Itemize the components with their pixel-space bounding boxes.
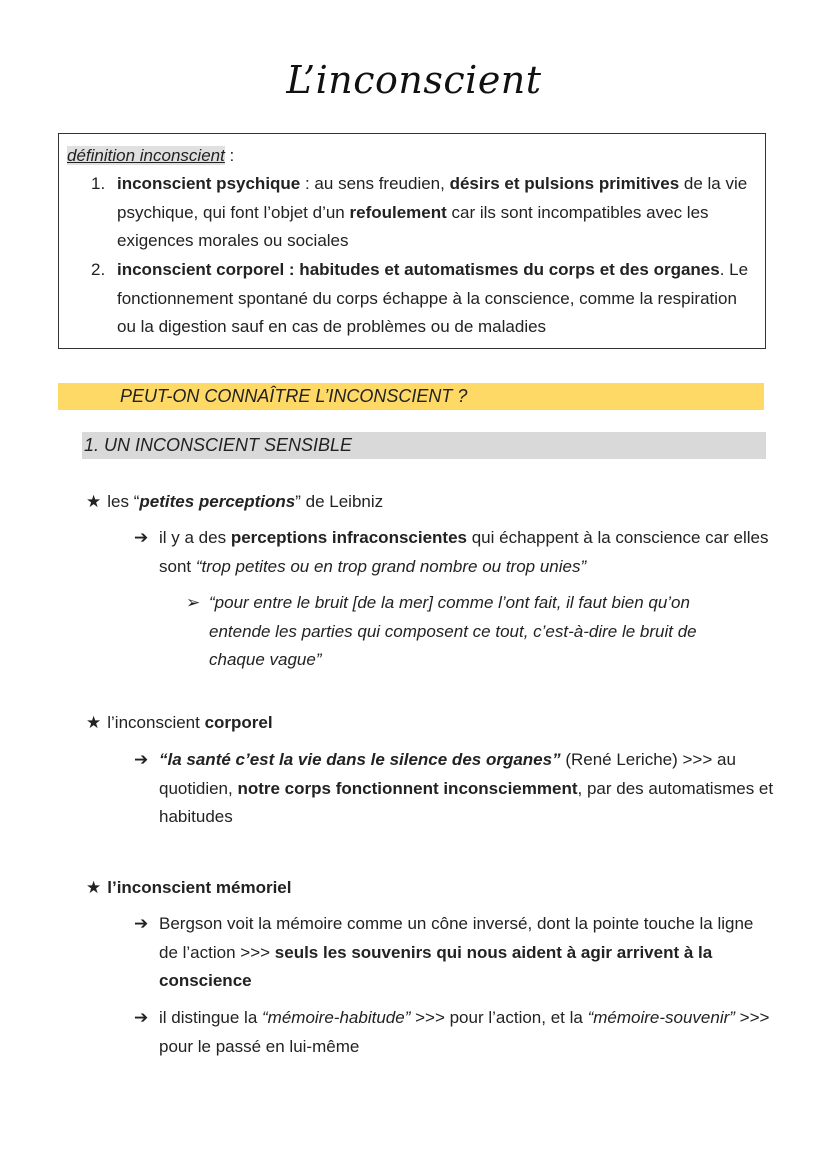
page-title: L’inconscient	[286, 58, 542, 102]
section-heading-main: PEUT-ON CONNAÎTRE L’INCONSCIENT ?	[58, 383, 764, 410]
arrow-item-leriche: ➔ “la santé c’est la vie dans le silence des organes” (René Leriche) >>> au quotidien, notre corps fonctionnent inconsciemment, par des automatismes et habitudes	[134, 746, 774, 832]
item-number: 2.	[91, 260, 106, 279]
arrow-right-icon: ➔	[134, 1008, 149, 1027]
star-icon: ★	[86, 492, 102, 511]
definition-box	[58, 133, 766, 349]
arrowhead-icon: ➢	[186, 593, 201, 612]
term-corporel: inconscient corporel : habitudes et automatismes du corps et des organes	[117, 260, 720, 279]
bullet-corporel: ★ l’inconscient corporel	[86, 713, 273, 732]
item-number: 1.	[91, 174, 106, 193]
definition-item-corporel: 2. inconscient corporel : habitudes et automatismes du corps et des organes. Le fonctionnement spontané du corps échappe à la conscience, comme la respiration ou la digestion sauf en cas de problèmes ou de maladies	[91, 256, 759, 342]
sub-item-quote-leibniz: ➢ “pour entre le bruit [de la mer] comme l’ont fait, il faut bien qu’on entende les parties qui composent ce tout, c’est-à-dire le bruit de chaque vague”	[186, 589, 746, 675]
bullet-leibniz: ★ les “petites perceptions” de Leibniz	[86, 492, 384, 511]
star-icon: ★	[86, 878, 102, 897]
arrow-item-infraconscientes: ➔ il y a des perceptions infraconscientes qui échappent à la conscience car elles sont “trop petites ou en trop grand nombre ou trop unies”	[134, 524, 774, 581]
arrow-right-icon: ➔	[134, 528, 149, 547]
definition-item-psychique: 1. inconscient psychique : au sens freudien, désirs et pulsions primitives de la vie psychique, qui font l’objet d’un refoulement car ils sont incompatibles avec les exigences morales ou sociales	[91, 170, 759, 256]
section-heading-1: 1. UN INCONSCIENT SENSIBLE	[82, 432, 766, 459]
arrow-right-icon: ➔	[134, 914, 149, 933]
term-psychique: inconscient psychique	[117, 174, 301, 193]
arrow-item-memoire: ➔ il distingue la “mémoire-habitude” >>> pour l’action, et la “mémoire-souvenir” >>> pour le passé en lui-même	[134, 1004, 774, 1061]
arrow-right-icon: ➔	[134, 750, 149, 769]
bullet-memoriel: ★ l’inconscient mémoriel	[86, 878, 292, 897]
definition-label: définition inconscient :	[67, 146, 235, 165]
star-icon: ★	[86, 713, 102, 732]
arrow-item-bergson: ➔ Bergson voit la mémoire comme un cône inversé, dont la pointe touche la ligne de l’action >>> seuls les souvenirs qui nous aident à agir arrivent à la conscience	[134, 910, 774, 996]
